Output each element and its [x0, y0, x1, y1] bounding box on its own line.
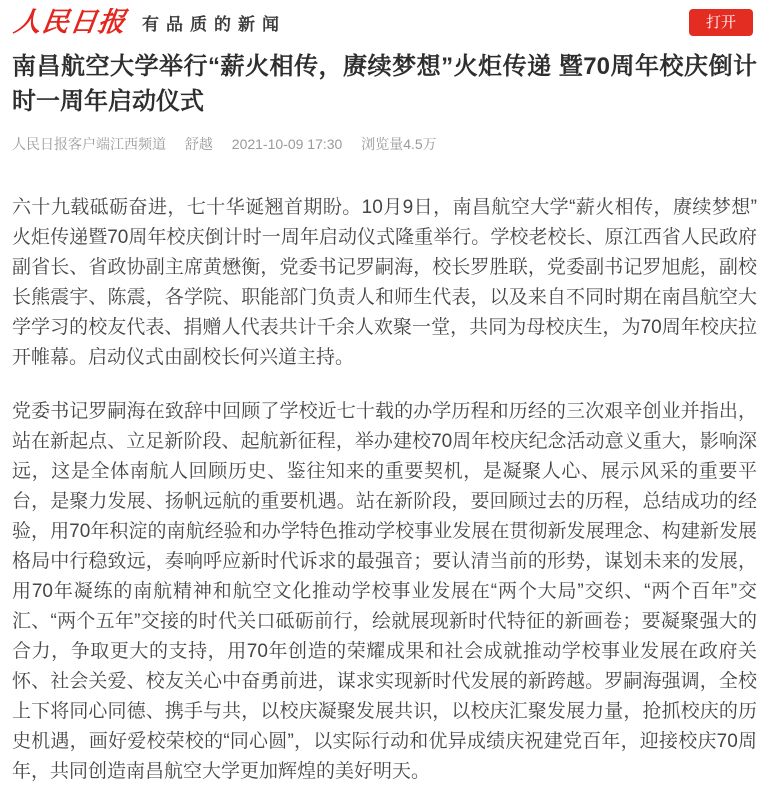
meta-author: 舒越 — [184, 136, 213, 152]
article-title: 南昌航空大学举行“薪火相传，赓续梦想”火炬传递 暨70周年校庆倒计时一周年启动仪式 — [12, 53, 757, 115]
article-body — [12, 193, 757, 787]
meta-source: 人民日报客户端江西频道 — [12, 136, 166, 152]
article-paragraph: 党委书记罗嗣海在致辞中回顾了学校近七十载的办学历程和历经的三次艰辛创业并指出，站在新起点、立足新阶段、起航新征程，举办建校70周年校庆纪念活动意义重大，影响深远，这是全体南航人回顾历史、鉴往知来的重要契机，是凝聚人心、展示风采的重要平台，是聚力发展、扬帆远航的重要机遇。站在新阶段，要回顾过去的历程，总结成功的经验，用70年积淀的南航经验和办学特色推动学校事业发展在贯彻新发展理念、构建新发展格局中行稳致远，奏响呼应新时代诉求的最强音；要认清当前的形势，谋划未来的发展，用70年凝练的南航精神和航空文化推动学校事业发展在“两个大局”交织、“两个百年”交汇、“两个五年”交接的时代关口砥砺前行，绘就展现新时代特征的新画卷；要凝聚强大的合力，争取更大的支持，用70年创造的荣耀成果和社会成就推动学校事业发展在政府关怀、社会关爱、校友关心中奋勇前进，谋求实现新时代发展的新跨越。罗嗣海强调，全校上下将同心同德、携手与共，以校庆凝聚发展共识，以校庆汇聚发展力量，抢抓校庆的历史机遇，画好爱校荣校的“同心圆”，以实际行动和优异成绩庆祝建党百年，迎接校庆70周年，共同创造南昌航空大学更加辉煌的美好明天。 — [12, 401, 757, 782]
article-content — [0, 49, 769, 787]
meta-view-count: 浏览量4.5万 — [361, 136, 437, 152]
peoples-daily-logo: 人民日报 — [11, 6, 129, 38]
article-meta — [12, 134, 757, 154]
app-banner — [0, 0, 769, 44]
meta-datetime: 2021-10-09 17:30 — [231, 136, 343, 152]
brand-tagline: 有品质的新闻 — [142, 14, 286, 34]
open-app-button[interactable]: 打开 — [689, 9, 753, 36]
article-paragraph: 六十九载砥砺奋进，七十华诞翘首期盼。10月9日，南昌航空大学“薪火相传，赓续梦想”火炬传递暨70周年校庆倒计时一周年启动仪式隆重举行。学校老校长、原江西省人民政府副省长、省政协副主席黄懋衡，党委书记罗嗣海，校长罗胜联，党委副书记罗旭彪，副校长熊震宇、陈震，各学院、职能部门负责人和师生代表，以及来自不同时期在南昌航空大学学习的校友代表、捐赠人代表共计千余人欢聚一堂，共同为母校庆生，为70周年校庆拉开帷幕。启动仪式由副校长何兴道主持。 — [12, 197, 757, 368]
